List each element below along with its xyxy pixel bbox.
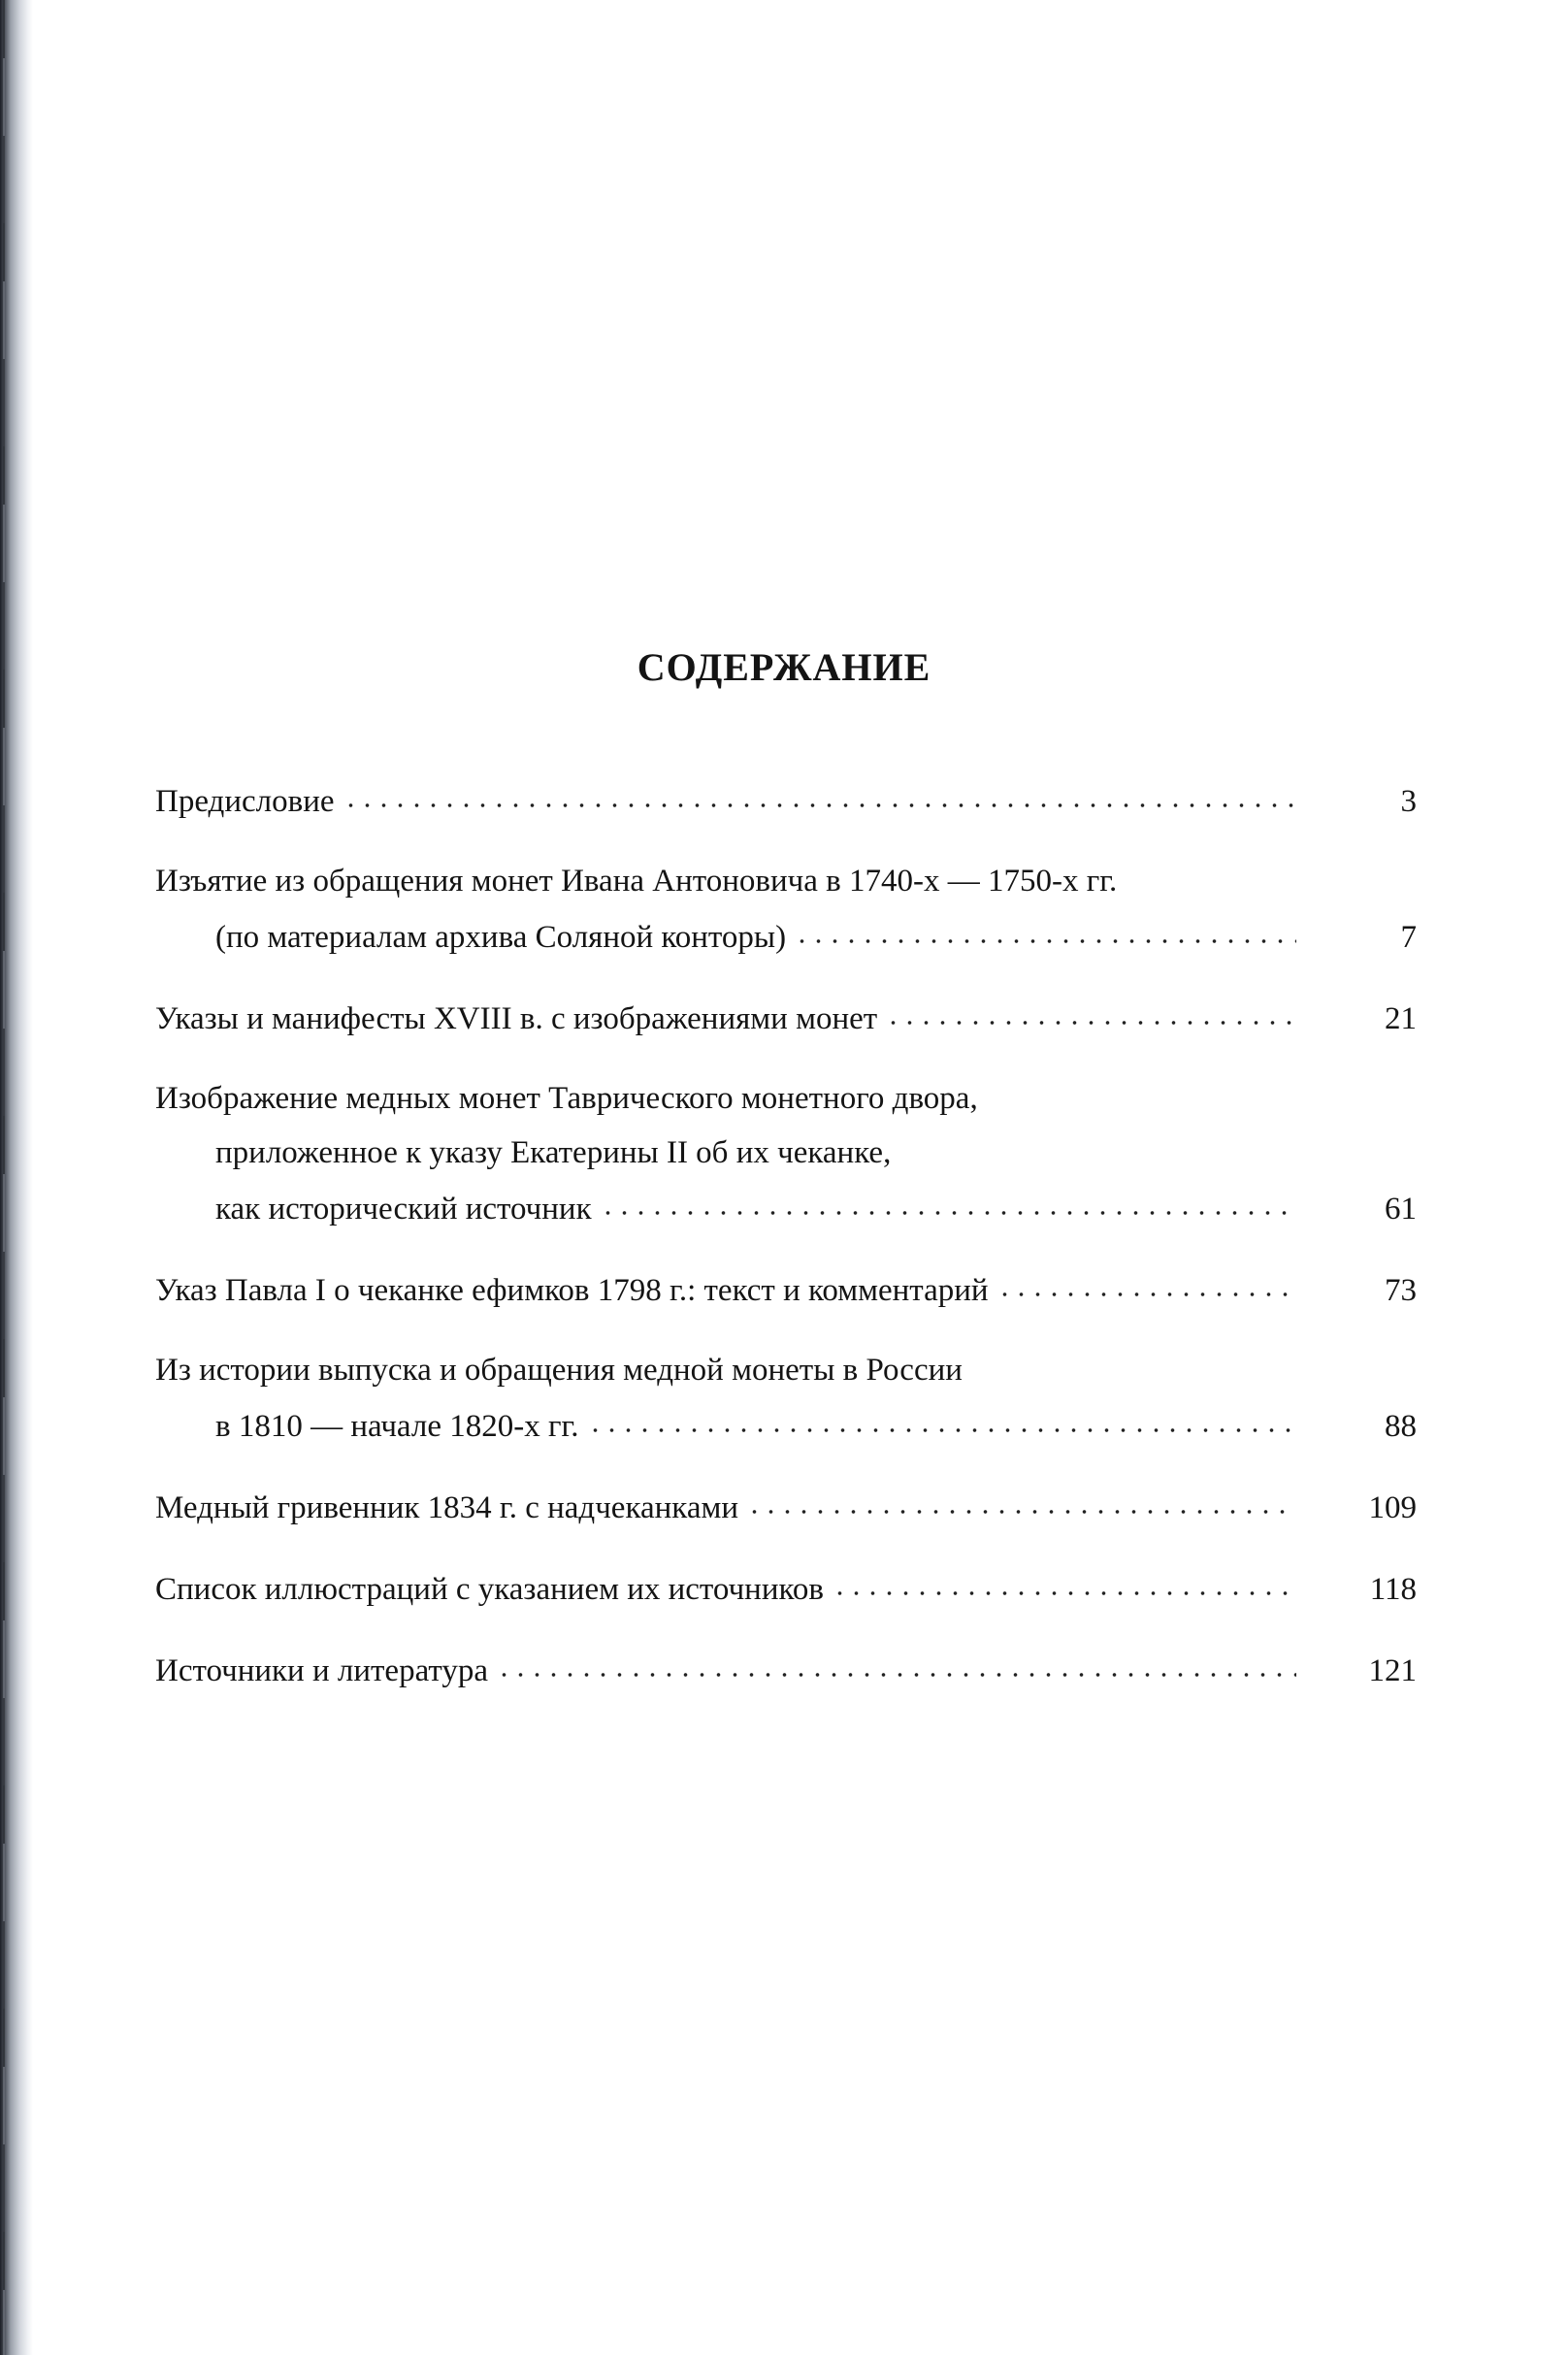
dot-leader: [832, 1560, 1296, 1599]
toc-entry-line: [155, 908, 1417, 965]
toc-entry-title: Источники и литература: [155, 1653, 489, 1688]
toc-page-number: 73: [1385, 1273, 1417, 1308]
toc-entry-title: Из истории выпуска и обращения медной монеты в России: [155, 1353, 963, 1388]
toc-entry-title: Изображение медных монет Таврического монетного двора,: [155, 1081, 978, 1116]
scan-binding-edge: [0, 0, 33, 2355]
toc-entry-line: [155, 1180, 1417, 1236]
toc-page-number: 3: [1400, 784, 1417, 819]
toc-entry-line: [155, 1642, 1417, 1698]
toc-entry-title-continued: приложенное к указу Екатерины II об их чеканке,: [215, 1135, 892, 1170]
toc-entry-line: [155, 1261, 1417, 1318]
toc-entry-title: Указ Павла I о чеканке ефимков 1798 г.: текст и комментарий: [155, 1273, 989, 1308]
dot-leader: [496, 1642, 1296, 1681]
toc-entry-line: [155, 1479, 1417, 1535]
toc-entry[interactable]: [155, 1343, 1417, 1454]
toc-entry[interactable]: [155, 1479, 1417, 1535]
toc-entry-title: Предисловие: [155, 784, 335, 819]
dot-leader: [996, 1261, 1296, 1300]
dot-leader: [587, 1397, 1296, 1436]
toc-entry-title: Медный гривенник 1834 г. с надчеканками: [155, 1490, 739, 1525]
toc-entry[interactable]: [155, 772, 1417, 829]
toc-entry[interactable]: [155, 1071, 1417, 1236]
dot-leader: [746, 1479, 1296, 1518]
dot-leader: [343, 772, 1297, 811]
toc-entry-title: Список иллюстраций с указанием их источников: [155, 1572, 824, 1607]
toc-entry[interactable]: [155, 990, 1417, 1046]
toc-page-number: 7: [1400, 920, 1417, 955]
toc-entry[interactable]: [155, 854, 1417, 965]
toc-entry-line: [155, 772, 1417, 829]
toc-page-number: 121: [1368, 1653, 1417, 1688]
toc-page-number: 21: [1385, 1001, 1417, 1036]
toc-entry[interactable]: [155, 1261, 1417, 1318]
dot-leader: [885, 990, 1296, 1029]
toc-entry[interactable]: [155, 1560, 1417, 1617]
toc-entry[interactable]: [155, 1642, 1417, 1698]
toc-entry-title-continued: как исторический источник: [215, 1192, 592, 1227]
toc-entry-title: Указы и манифесты XVIII в. с изображениями монет: [155, 1001, 878, 1036]
toc-entry-title: Изъятие из обращения монет Ивана Антоновича в 1740-х — 1750-х гг.: [155, 864, 1118, 899]
toc-entry-title-continued: в 1810 — начале 1820-х гг.: [215, 1409, 579, 1444]
toc-entry-line: [155, 1397, 1417, 1454]
toc-page-number: 118: [1369, 1572, 1417, 1607]
toc-entry-line: [155, 1560, 1417, 1617]
toc-page-number: 61: [1385, 1192, 1417, 1227]
toc-entry-line: [155, 990, 1417, 1046]
toc-page-number: 109: [1368, 1490, 1417, 1525]
toc-entry-title-continued: (по материалам архива Соляной конторы): [215, 920, 787, 955]
table-of-contents: [155, 772, 1417, 1723]
toc-page-number: 88: [1385, 1409, 1417, 1444]
page-title: СОДЕРЖАНИЕ: [637, 645, 931, 689]
dot-leader: [794, 908, 1296, 947]
dot-leader: [600, 1180, 1296, 1219]
